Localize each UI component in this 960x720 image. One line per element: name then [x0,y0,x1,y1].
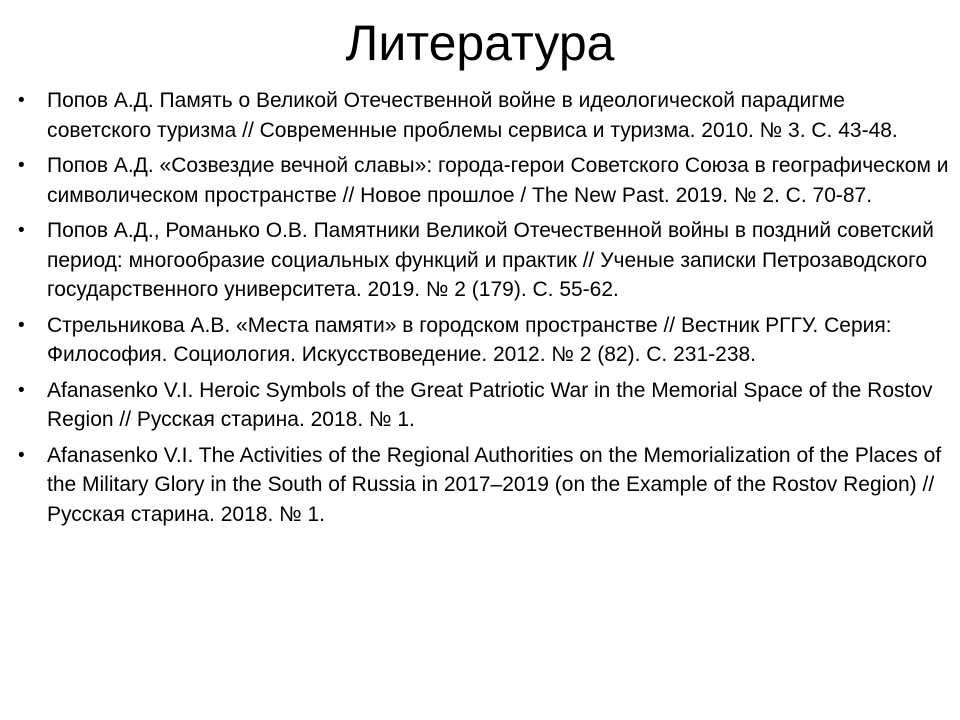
bullet-icon: • [18,90,25,111]
reference-text: Afanasenko V.I. Heroic Symbols of the Great Patriotic War in the Memorial Space of the Rostov Region // Русская старина. 2018. № 1. [47,378,933,431]
reference-item [18,376,950,435]
reference-list [18,86,950,535]
reference-text: Afanasenko V.I. The Activities of the Regional Authorities on the Memorialization of the Places of the Military Glory in the South of Russia in 2017–2019 (on the Example of the Rostov Region) // Русская старина. 2018. № 1. [47,443,942,526]
reference-item [18,86,950,145]
reference-text: Попов А.Д. «Созвездие вечной славы»: города-герои Советского Союза в географическом и символическом пространстве // Новое прошлое / The New Past. 2019. № 2. С. 70-87. [47,154,949,207]
reference-text: Попов А.Д. Память о Великой Отечественной войне в идеологической парадигме советского туризма // Современные проблемы сервиса и туризма. 2010. № 3. С. 43-48. [47,89,898,142]
bullet-icon: • [18,379,25,401]
slide-title: Литература [345,15,615,71]
bullet-icon: • [18,444,25,466]
reference-item [18,151,950,210]
bullet-icon: • [18,314,25,336]
reference-item [18,216,950,305]
reference-item [18,311,950,370]
reference-text: Стрельникова А.В. «Места памяти» в городском пространстве // Вестник РГГУ. Серия: Философия. Социология. Искусствоведение. 2012. № 2 (82). С. 231-238. [47,313,892,366]
reference-item [18,441,950,530]
bullet-icon: • [18,155,25,176]
reference-text: Попов А.Д., Романько О.В. Памятники Великой Отечественной войны в поздний советский период: многообразие социальных функций и практик // Ученые записки Петрозаводского государственного университета. 2019. № 2 (179). С. 55-62. [47,219,934,301]
bullet-icon: • [18,220,25,241]
